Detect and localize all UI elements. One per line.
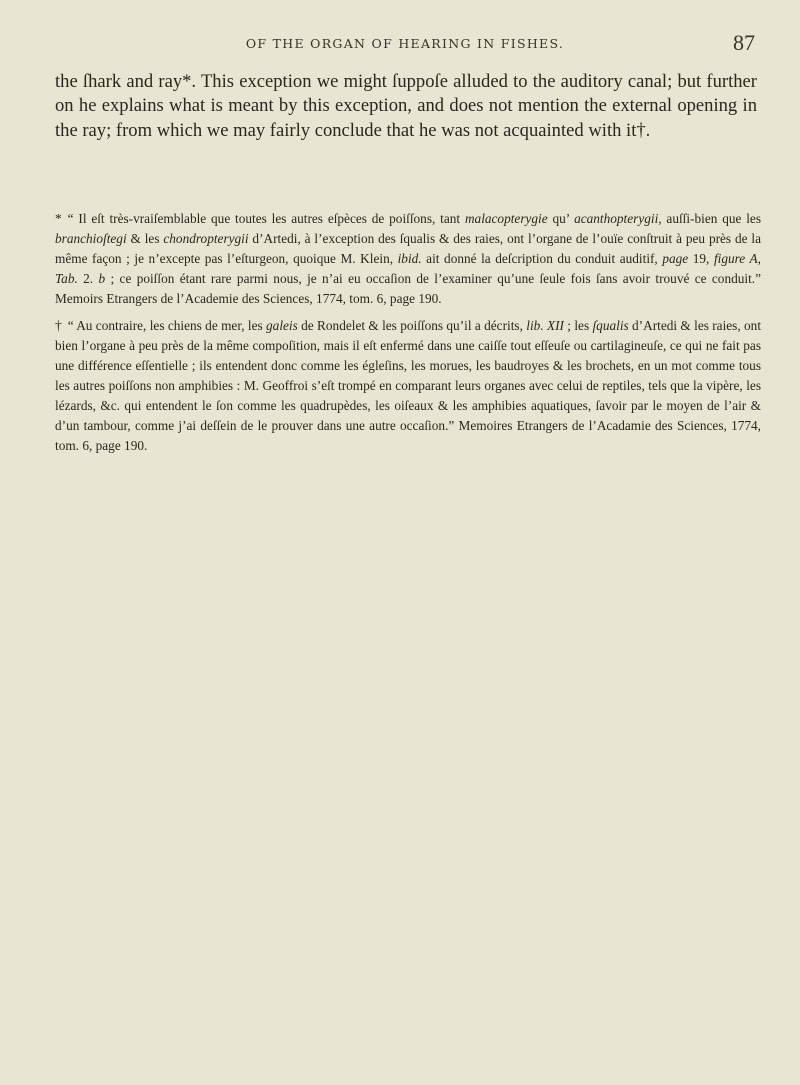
italic-run: lib. XII [526, 318, 564, 333]
body-text [55, 70, 757, 143]
italic-run: figure A [713, 251, 758, 266]
footnote-2 [55, 316, 761, 456]
italic-run: acanthopterygii [574, 211, 659, 226]
italic-run: Tab. [55, 271, 78, 286]
italic-run: branchioſtegi [55, 231, 127, 246]
italic-run: chondropterygii [163, 231, 249, 246]
text-run: “ Au contraire, les chiens de mer, les [67, 318, 267, 333]
text-run: & les [126, 231, 164, 246]
footnote-marker: † [55, 318, 62, 333]
footnote-1 [55, 209, 761, 309]
text-run: de Rondelet & les poiſſons qu’il a décrits, [297, 318, 527, 333]
text-run: 19, [688, 251, 714, 266]
footnote-text [55, 318, 761, 453]
italic-run: ſqualis [592, 318, 629, 333]
page-header [55, 30, 755, 55]
italic-run: b [98, 271, 106, 286]
italic-run: malacopterygie [464, 211, 548, 226]
text-run: d’Artedi & les raies, ont bien l’organe à peu près de la même compoſition, mais il eſt enfermé dans une caiſſe tout eſſeuſe ou cartilagineuſe, ce qui ne fait pas une différence eſſentielle ; ils entendent donc comme les égleſins, les morues, les baudroyes & les brochets, en un mot comme tous les autres poiſſons non amphibies : M. Geoffroi s’eſt trompé en comparant leurs organes avec celui de reptiles, tels que la vipère, les lézards, &c. qui entendent le ſon comme les quadrupèdes, les oiſeaux & les amphibies aquatiques, ſavoir par le moyen de l’air & d’un tambour, comme j’ai deſſein de le prouver dans une autre occaſion.” Memoires Etrangers de l’Acadamie des Sciences, 1774, tom. 6, page 190. [55, 318, 762, 453]
italic-run: page [662, 251, 689, 266]
italic-run: galeis [266, 318, 298, 333]
text-run: ; les [563, 318, 593, 333]
text-run: , auſſi-bien que les [658, 211, 762, 226]
text-run: “ Il eſt très-vraiſemblable que toutes les autres eſpèces de poiſſons, tant [67, 211, 465, 226]
page-number: 87 [733, 30, 755, 55]
text-run: d’Artedi, à l’exception des ſqualis & des raies, ont l’organe de l’ouïe conſtruit à peu près de la même façon ; je n’excepte pas l’eſturgeon, quoique M. Klein, [55, 231, 761, 266]
body-paragraph: the ſhark and ray*. This exception we might ſuppoſe alluded to the auditory canal; but further on he explains what is meant by this exception, and does not mention the external opening in the ray; from which we may fairly conclude that he was not acquainted with it†. [55, 71, 757, 141]
text-run: qu’ [547, 211, 575, 226]
footnote-text [55, 211, 761, 306]
text-run: ; ce poiſſon étant rare parmi nous, je n’ai eu occaſion de l’examiner qu’une ſeule fois ſans avoir trouvé ce conduit.” Memoirs Etrangers de l’Academie des Sciences, 1774, tom. 6, page 190. [55, 271, 761, 306]
footnote-marker: * [55, 211, 62, 226]
text-run: 2. [77, 271, 99, 286]
footnotes [55, 209, 761, 463]
running-head: OF THE ORGAN OF HEARING IN FISHES. [245, 36, 565, 51]
text-run: , [757, 251, 761, 266]
italic-run: ibid. [397, 251, 422, 266]
text-run: ait donné la deſcription du conduit auditif, [421, 251, 663, 266]
